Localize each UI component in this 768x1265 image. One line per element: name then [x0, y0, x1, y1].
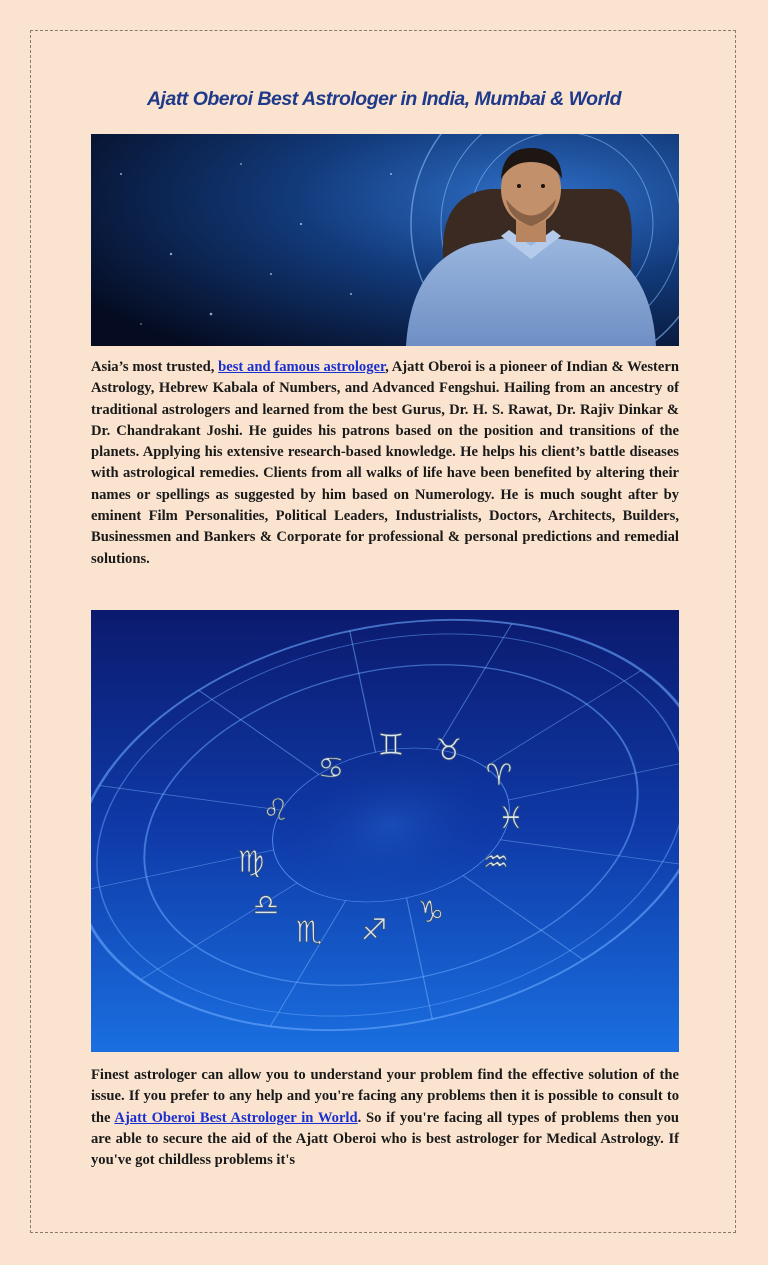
- zodiac-wheel-image: [91, 610, 679, 1052]
- zodiac-glyph: ♑: [417, 895, 445, 930]
- zodiac-glyph: ♏: [295, 915, 323, 950]
- zodiac-glyph: ♌: [262, 793, 290, 828]
- best-astrologer-link[interactable]: best and famous astrologer: [218, 359, 386, 375]
- zodiac-glyph: ♉: [435, 733, 463, 768]
- document-title: Ajatt Oberoi Best Astrologer in India, Mumbai & World: [146, 88, 622, 110]
- zodiac-glyph: ♋: [317, 751, 345, 786]
- zodiac-wheel-illustration: [91, 610, 679, 1052]
- astrologer-portrait-illustration: [91, 134, 679, 346]
- zodiac-glyph: ♍: [237, 845, 265, 880]
- zodiac-glyph: ♐: [360, 913, 388, 948]
- zodiac-glyph: ♎: [252, 888, 280, 923]
- hero-image: [91, 134, 679, 346]
- zodiac-glyph: ♓: [497, 801, 525, 836]
- zodiac-glyph: ♒: [482, 845, 510, 880]
- zodiac-glyph: ♊: [377, 728, 405, 763]
- second-paragraph: Finest astrologer can allow you to understand your problem find the effective solution of the issue. If you prefer to any help and you're facing any problems then it is possible to consult to the Ajatt Oberoi Best Astrologer in World. So if you're facing all types of problems then you are able to secure the aid of the Ajatt Oberoi who is best astrologer for Medical Astrology. If you've got childless problems it's: [91, 1067, 680, 1169]
- intro-paragraph: Asia’s most trusted, best and famous astrologer, Ajatt Oberoi is a pioneer of Indian & Western Astrology, Hebrew Kabala of Numbers, and Advanced Fengshui. Hailing from an ancestry of traditional astrologers and learned from the best Gurus, Dr. H. S. Rawat, Dr. Rajiv Dinkar & Dr. Chandrakant Joshi. He guides his patrons based on the position and transitions of the planets. Applying his extensive research-based knowledge. He helps his client’s battle diseases with astrological remedies. Clients from all walks of life have been benefited by altering their names or spellings as suggested by him based on Numerology. He is much sought after by eminent Film Personalities, Political Leaders, Industrialists, Doctors, Architects, Builders, Businessmen and Bankers & Corporate for professional & personal predictions and remedial solutions.: [91, 359, 679, 567]
- zodiac-glyph: ♈: [485, 758, 513, 793]
- ajatt-oberoi-world-link[interactable]: Ajatt Oberoi Best Astrologer in World: [114, 1109, 358, 1126]
